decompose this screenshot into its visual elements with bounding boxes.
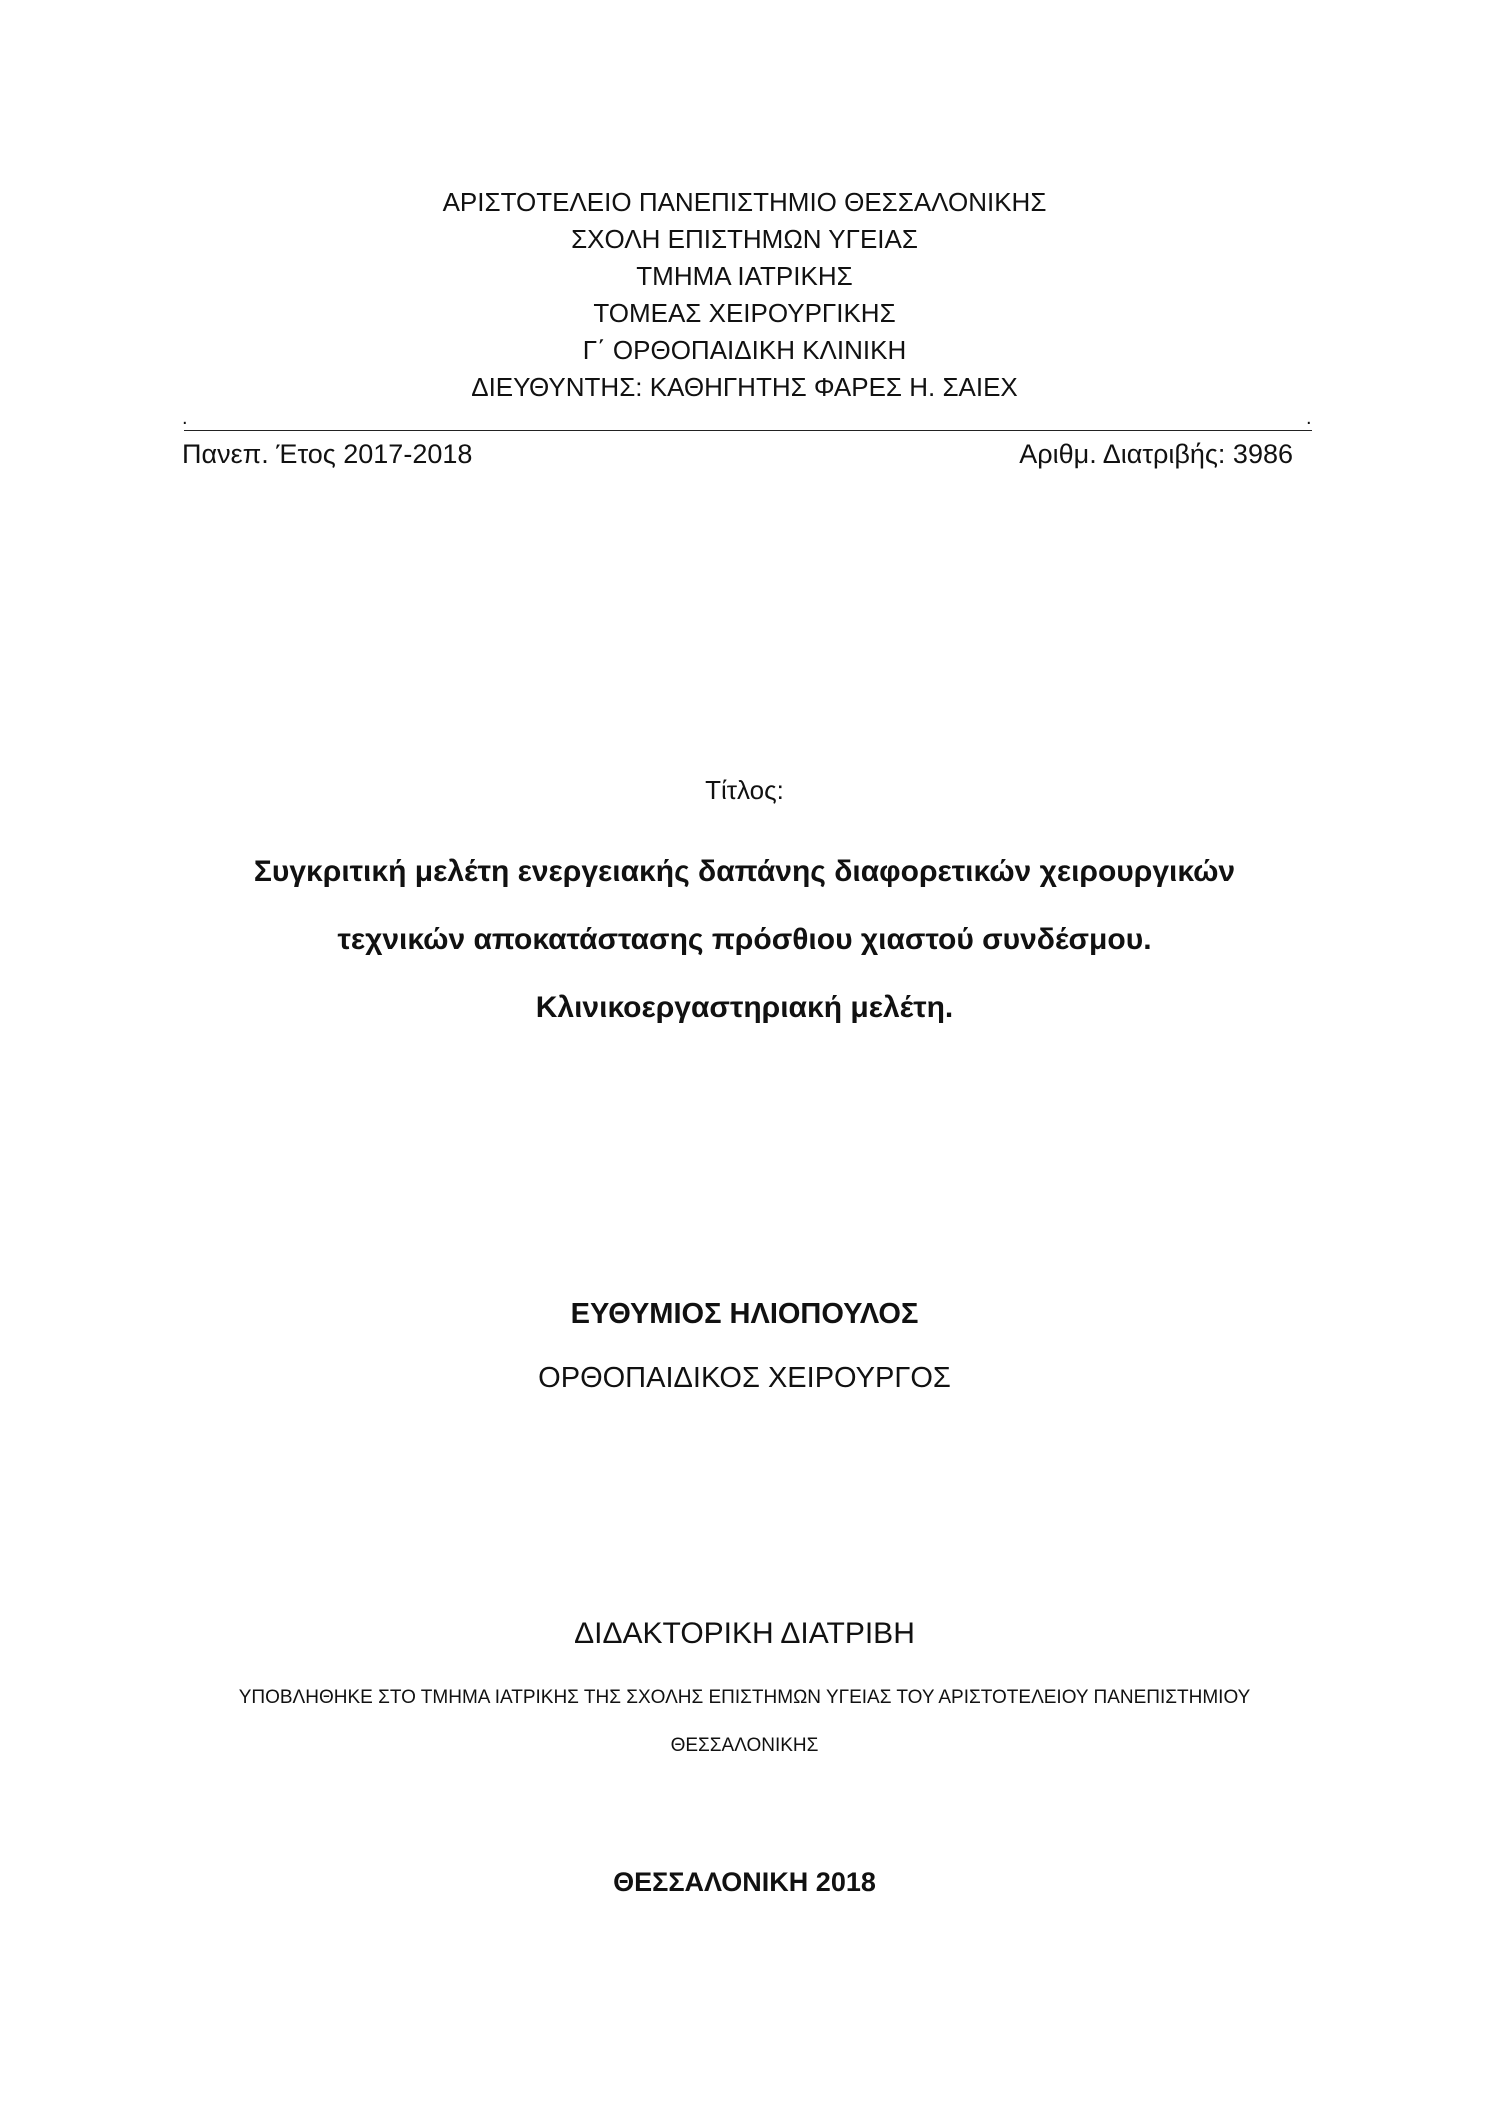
submission-line-1: ΥΠΟΒΛΗΘΗΚΕ ΣΤΟ ΤΜΗΜΑ ΙΑΤΡΙΚΗΣ ΤΗΣ ΣΧΟΛΗΣ ΕΠΙΣΤΗΜΩΝ ΥΓΕΙΑΣ ΤΟΥ ΑΡΙΣΤΟΤΕΛΕΙΟΥ ΠΑΝΕΠΙΣΤΗΜΙΟΥ [238,1687,1251,1708]
author-role: ΟΡΘΟΠΑΙΔΙΚΟΣ ΧΕΙΡΟΥΡΓΟΣ [538,1362,951,1394]
rule-dot-right: . [1306,407,1312,429]
director-line: ΔΙΕΥΘΥΝΤΗΣ: ΚΑΘΗΓΗΤΗΣ ΦΑΡΕΣ Η. ΣΑΙΕΧ [471,372,1018,402]
title-line-1: Συγκριτική μελέτη ενεργειακής δαπάνης διαφορετικών χειρουργικών [253,855,1236,888]
submission-statement [0,1674,1489,1770]
title-line-3: Κλινικοεργαστηριακή μελέτη. [535,991,954,1024]
department-name: ΤΜΗΜΑ ΙΑΤΡΙΚΗΣ [636,261,853,291]
place-and-year: ΘΕΣΣΑΛΟΝΙΚΗ 2018 [613,1867,876,1897]
clinic-name: Γ΄ ΟΡΘΟΠΑΙΔΙΚΗ ΚΛΙΝΙΚΗ [582,335,907,365]
sector-name: ΤΟΜΕΑΣ ΧΕΙΡΟΥΡΓΙΚΗΣ [593,298,896,328]
submission-line-2: ΘΕΣΣΑΛΟΝΙΚΗΣ [670,1735,819,1756]
document-type: ΔΙΔΑΚΤΟΡΙΚΗ ΔΙΑΤΡΙΒΗ [574,1617,915,1650]
institution-header [0,184,1489,406]
header-divider [184,430,1312,431]
dissertation-number: Αριθμ. Διατριβής: 3986 [1019,439,1293,469]
title-label: Τίτλος: [705,775,784,805]
school-name: ΣΧΟΛΗ ΕΠΙΣΤΗΜΩΝ ΥΓΕΙΑΣ [571,224,918,254]
university-name: ΑΡΙΣΤΟΤΕΛΕΙΟ ΠΑΝΕΠΙΣΤΗΜΙΟ ΘΕΣΣΑΛΟΝΙΚΗΣ [442,187,1047,217]
title-line-2: τεχνικών αποκατάστασης πρόσθιου χιαστού συνδέσμου. [337,923,1152,956]
academic-year: Πανεπ. Έτος 2017-2018 [182,439,473,469]
dissertation-title [0,838,1489,1042]
rule-dot-left: . [182,407,188,429]
author-name: ΕΥΘΥΜΙΟΣ ΗΛΙΟΠΟΥΛΟΣ [570,1298,919,1330]
